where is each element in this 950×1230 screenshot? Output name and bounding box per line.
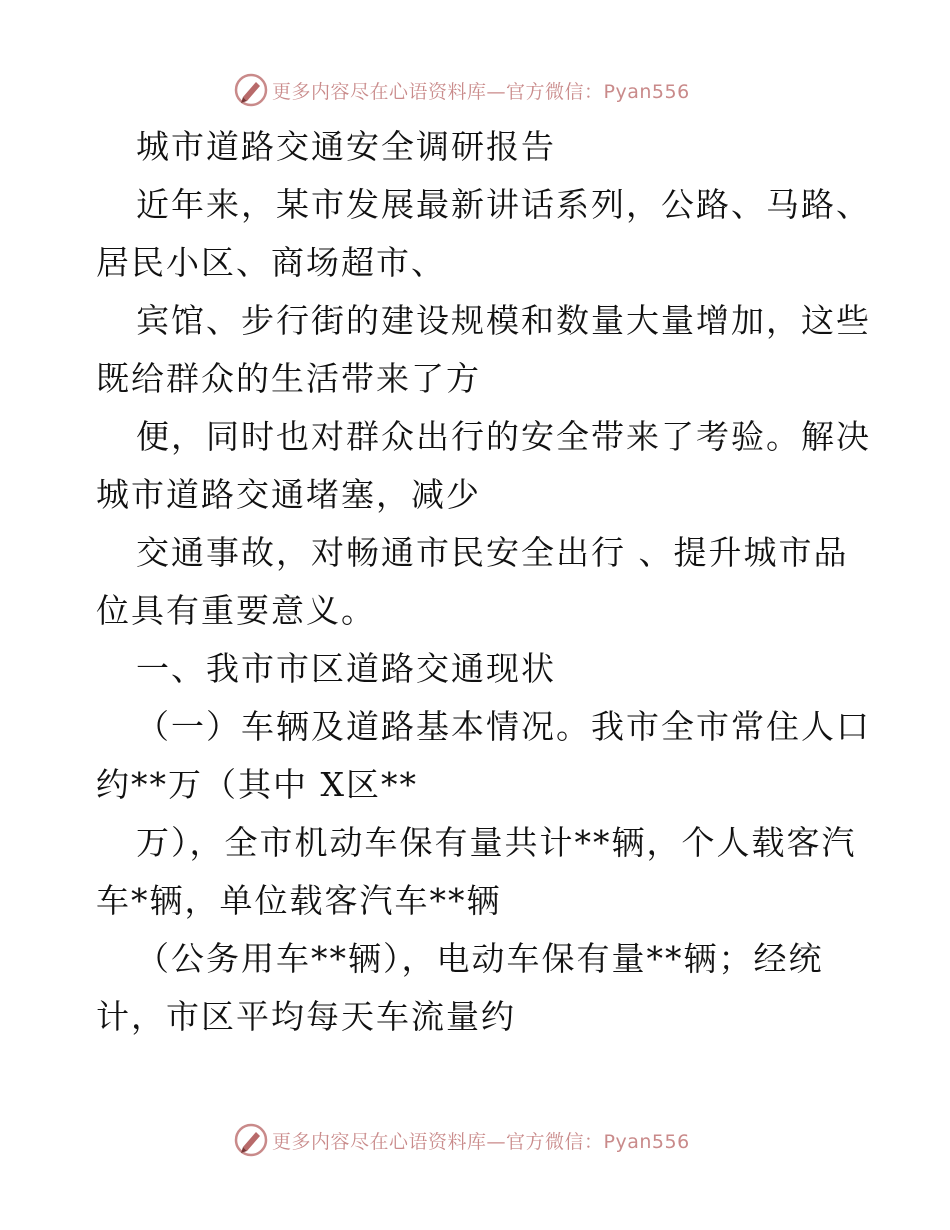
paragraph-line: 城市道路交通堵塞，减少 xyxy=(96,475,481,514)
paragraph-line: 计，市区平均每天车流量约 xyxy=(96,997,516,1036)
document-body xyxy=(96,118,871,1046)
header-watermark xyxy=(234,72,690,108)
watermark-text: 更多内容尽在心语资料库—官方微信：Pyan556 xyxy=(272,1130,690,1153)
paragraph-line: 既给群众的生活带来了方 xyxy=(96,359,481,398)
pen-logo-icon xyxy=(234,1123,268,1157)
paragraph-line: 约**万（其中 X区** xyxy=(96,765,418,804)
document-title: 城市道路交通安全调研报告 xyxy=(136,127,556,166)
paragraph-line: 便，同时也对群众出行的安全带来了考验。解决 xyxy=(136,417,871,456)
paragraph-line: 位具有重要意义。 xyxy=(96,591,376,630)
watermark-id: Pyan556 xyxy=(603,1130,690,1153)
watermark-id: Pyan556 xyxy=(603,80,690,103)
paragraph-line: （公务用车**辆），电动车保有量**辆；经统 xyxy=(136,939,824,978)
paragraph-line: 万），全市机动车保有量共计**辆，个人载客汽 xyxy=(136,823,857,862)
paragraph-line: 居民小区、商场超市、 xyxy=(96,243,446,282)
paragraph-line: 宾馆、步行街的建设规模和数量大量增加，这些 xyxy=(136,301,871,340)
watermark-text: 更多内容尽在心语资料库—官方微信：Pyan556 xyxy=(272,80,690,103)
paragraph-line: （一）车辆及道路基本情况。我市全市常住人口 xyxy=(136,707,871,746)
paragraph-line: 车*辆，单位载客汽车**辆 xyxy=(96,881,502,920)
paragraph-line: 近年来，某市发展最新讲话系列，公路、马路、 xyxy=(136,185,871,224)
paragraph-line: 交通事故，对畅通市民安全出行 、提升城市品 xyxy=(136,533,849,572)
section-heading: 一、我市市区道路交通现状 xyxy=(136,649,556,688)
pen-logo-icon xyxy=(234,73,268,107)
footer-watermark xyxy=(234,1122,690,1158)
